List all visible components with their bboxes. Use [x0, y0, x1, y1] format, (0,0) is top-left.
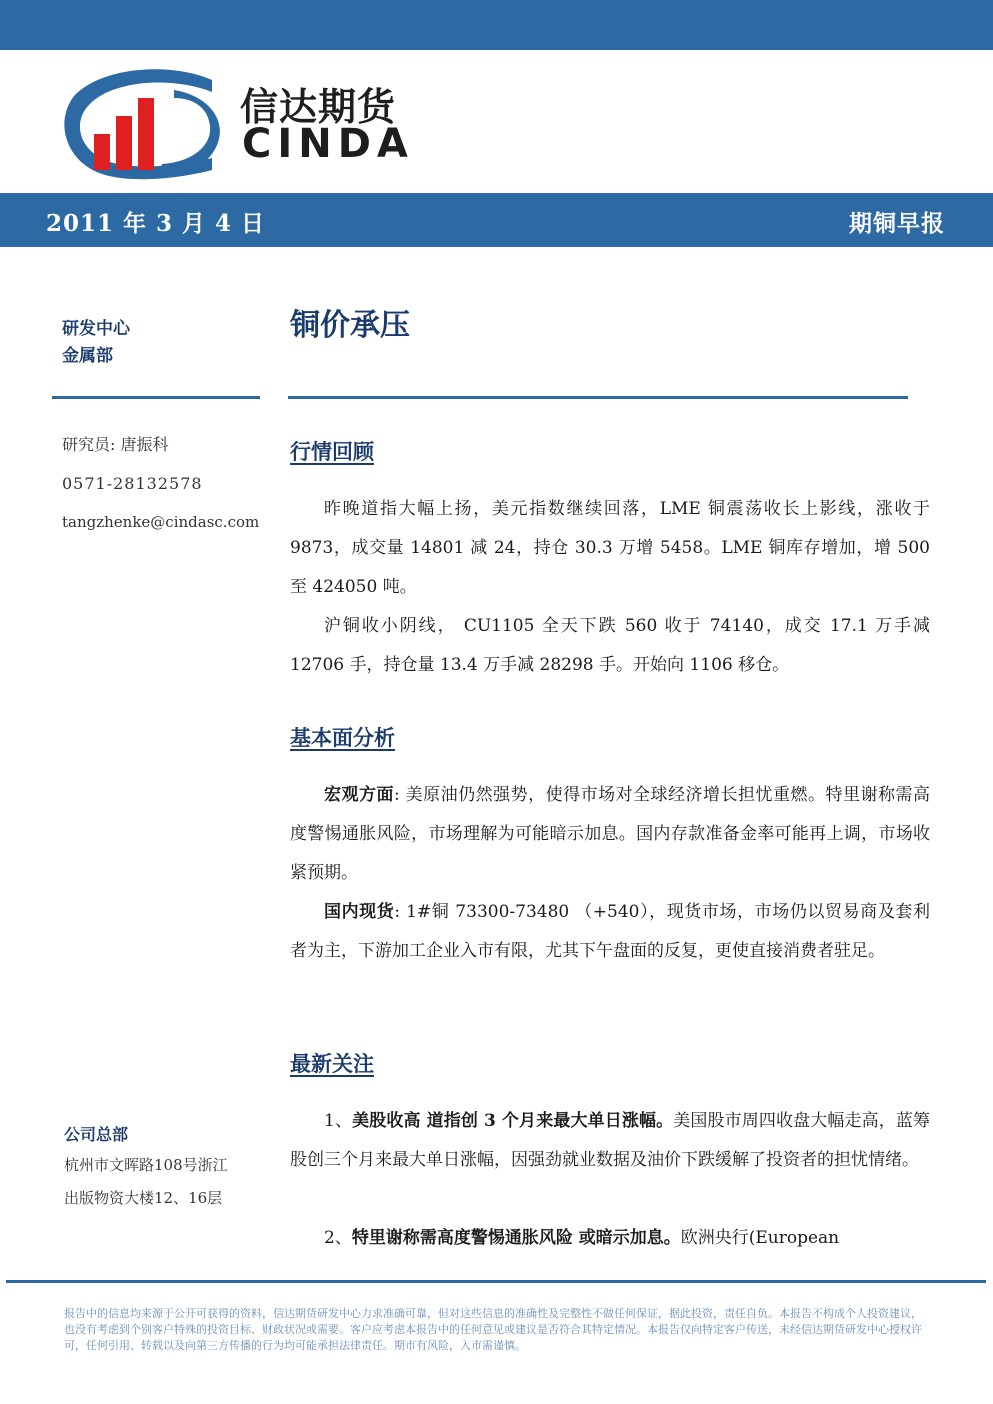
hq-address-line-1: 杭州市文晖路108号浙江 [64, 1156, 228, 1174]
item-text: : 1#铜 73300-73480 （+540），现货市场，市场仍以贸易商及套利者为主，下游加工企业入市有限，尤其下午盘面的反复，更使直接消费者驻足。 [290, 902, 931, 961]
hq-title: 公司总部 [64, 1125, 129, 1144]
header-band [0, 193, 993, 247]
page-title: 铜价承压 [290, 308, 410, 343]
logo-bar-1 [94, 134, 110, 170]
item-label: 宏观方面 [324, 785, 394, 805]
news-text: 美国股市周四收盘大幅走高，蓝筹股创三个月来最大单日涨幅，因强劲就业数据及油价下跌缓解了投资者的担忧情绪。 [290, 1111, 930, 1170]
dept-line-1: 研发中心 [62, 319, 130, 339]
paragraph [290, 893, 930, 971]
logo-bar-2 [116, 116, 132, 170]
analyst-name: 研究员: 唐振科 [62, 435, 169, 454]
department [62, 316, 130, 370]
dept-line-2: 金属部 [62, 346, 113, 366]
section-heading-latest: 最新关注 [290, 1051, 374, 1076]
item-label: 国内现货 [324, 902, 395, 922]
logo-text-en: CINDA [242, 121, 414, 167]
report-date: 2011 年 3 月 4 日 [46, 210, 266, 237]
paragraph [290, 776, 930, 893]
report-type: 期铜早报 [849, 210, 945, 237]
section-heading-review: 行情回顾 [290, 439, 374, 464]
analyst-phone: 0571-28132578 [62, 474, 203, 493]
hq-address-line-2: 出版物资大楼12、16层 [64, 1189, 223, 1207]
sidebar-divider [52, 396, 260, 399]
news-number: 2、 [324, 1228, 352, 1248]
news-headline: 美股收高 道指创 3 个月来最大单日涨幅。 [352, 1111, 674, 1131]
item-text: : 美原油仍然强势，使得市场对全球经济增长担忧重燃。特里谢称需高度警惕通胀风险，市场理解为可能暗示加息。国内存款准备金率可能再上调，市场收紧预期。 [290, 785, 930, 883]
news-headline: 特里谢称需高度警惕通胀风险 或暗示加息。 [351, 1228, 681, 1248]
main-divider [288, 396, 908, 399]
news-text: 欧洲央行(European [680, 1228, 840, 1248]
logo-bar-3 [138, 98, 154, 170]
footer-divider [6, 1280, 986, 1283]
paragraph: 沪铜收小阴线， CU1105 全天下跌 560 收于 74140，成交 17.1 万手减 12706 手，持仓量 13.4 万手减 28298 手。开始向 1106 移仓。 [290, 616, 930, 675]
top-color-bar [0, 0, 993, 50]
paragraph: 昨晚道指大幅上扬，美元指数继续回落，LME 铜震荡收长上影线，涨收于 9873，成交量 14801 减 24，持仓 30.3 万增 5458。LME 铜库存增加，增 500 至 424050 吨。 [290, 499, 930, 597]
news-item [290, 1102, 930, 1180]
logo-text-cn: 信达期货 [240, 85, 397, 129]
news-item [290, 1219, 930, 1258]
news-number: 1、 [324, 1111, 353, 1131]
analyst-email[interactable]: tangzhenke@cindasc.com [62, 513, 260, 531]
disclaimer: 报告中的信息均来源于公开可获得的资料，信达期货研发中心力求准确可靠，但对这些信息的准确性及完整性不做任何保证，据此投资，责任自负。本报告不构成个人投资建议，也没有考虑到个别客户特殊的投资目标、财政状况或需要。客户应考虑本报告中的任何意见或建议是否符合其特定情况。本报告仅向特定客户传送，未经信达期货研发中心授权许可，任何引用、转载以及向第三方传播的行为均可能承担法律责任。期市有风险，入市需谨慎。 [64, 1307, 922, 1352]
section-heading-fundamentals: 基本面分析 [290, 725, 395, 750]
